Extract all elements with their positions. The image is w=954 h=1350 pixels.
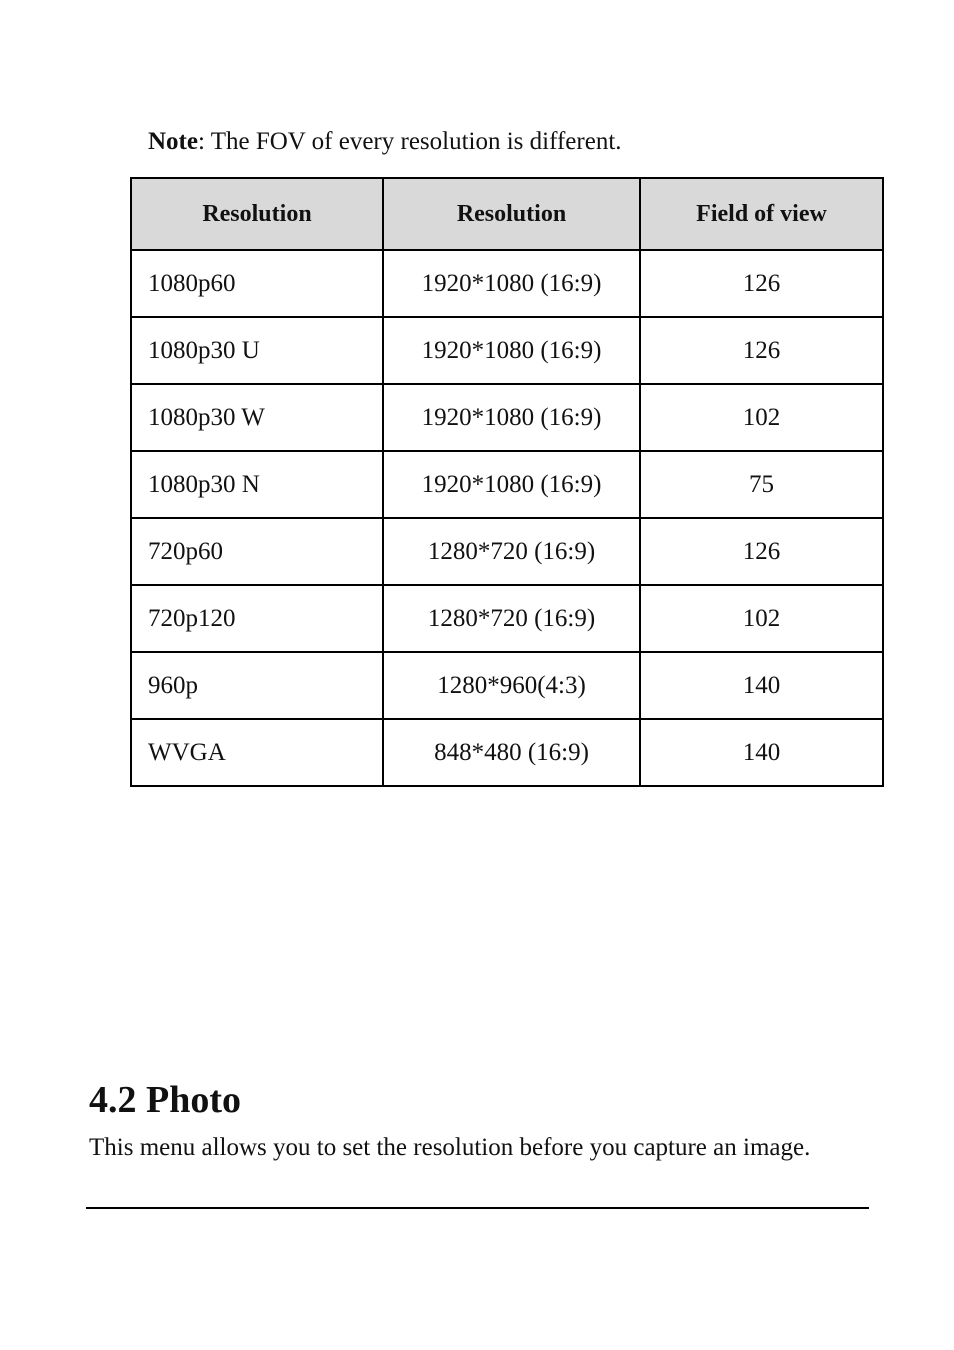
table-row — [131, 451, 883, 518]
bottom-divider — [86, 1207, 869, 1209]
table-header-row — [131, 178, 883, 250]
cell-size: 1920*1080 (16:9) — [383, 250, 640, 317]
cell-mode: 1080p30 U — [131, 317, 383, 384]
cell-fov: 102 — [640, 384, 883, 451]
cell-fov: 140 — [640, 719, 883, 786]
cell-fov: 126 — [640, 518, 883, 585]
table-row — [131, 518, 883, 585]
note-label: Note — [148, 128, 198, 155]
cell-mode: 720p120 — [131, 585, 383, 652]
section-body-text: This menu allows you to set the resolution before you capture an image. — [89, 1134, 811, 1161]
header-field-of-view: Field of view — [640, 178, 883, 250]
cell-size: 1920*1080 (16:9) — [383, 384, 640, 451]
cell-mode: 960p — [131, 652, 383, 719]
cell-fov: 75 — [640, 451, 883, 518]
cell-size: 848*480 (16:9) — [383, 719, 640, 786]
table-row — [131, 652, 883, 719]
cell-size: 1280*720 (16:9) — [383, 585, 640, 652]
cell-mode: 720p60 — [131, 518, 383, 585]
cell-size: 1920*1080 (16:9) — [383, 317, 640, 384]
cell-mode: 1080p30 W — [131, 384, 383, 451]
cell-size: 1280*960(4:3) — [383, 652, 640, 719]
cell-fov: 140 — [640, 652, 883, 719]
table-row — [131, 585, 883, 652]
resolution-fov-table — [130, 177, 884, 787]
table-row — [131, 317, 883, 384]
cell-mode: WVGA — [131, 719, 383, 786]
cell-fov: 126 — [640, 250, 883, 317]
table-row — [131, 384, 883, 451]
cell-mode: 1080p30 N — [131, 451, 383, 518]
cell-fov: 102 — [640, 585, 883, 652]
cell-size: 1920*1080 (16:9) — [383, 451, 640, 518]
header-resolution-size: Resolution — [383, 178, 640, 250]
table-row — [131, 250, 883, 317]
section-heading: 4.2 Photo — [89, 1079, 241, 1121]
table-row — [131, 719, 883, 786]
note-paragraph — [148, 126, 622, 158]
cell-mode: 1080p60 — [131, 250, 383, 317]
cell-fov: 126 — [640, 317, 883, 384]
header-resolution-mode: Resolution — [131, 178, 383, 250]
note-text: : The FOV of every resolution is different. — [197, 128, 622, 155]
cell-size: 1280*720 (16:9) — [383, 518, 640, 585]
